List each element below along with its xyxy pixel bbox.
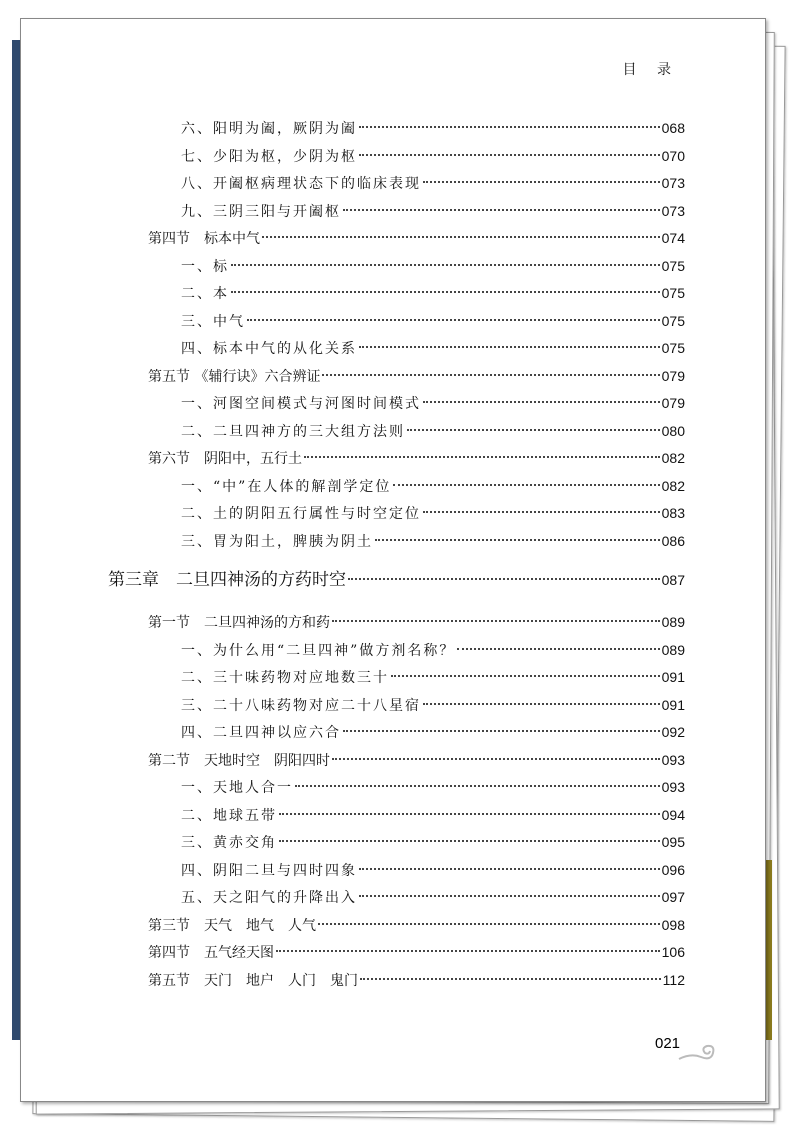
toc-entry-title: 第一节 二旦四神汤的方和药 [148, 615, 330, 631]
dot-leader [423, 401, 660, 403]
dot-leader [407, 429, 660, 431]
dot-leader [359, 154, 660, 156]
dot-leader [375, 539, 660, 541]
toc-entry-page: 094 [661, 806, 685, 823]
toc-entry-page: 112 [662, 971, 685, 988]
running-header: 目 录 [622, 62, 679, 78]
toc-entry-page: 093 [661, 751, 685, 768]
toc-entry-title: 一、“中”在人体的解剖学定位 [181, 478, 392, 495]
toc-entry-title: 第三节 天气 地气 人气 [148, 917, 316, 934]
toc-entry-page: 083 [661, 505, 685, 521]
toc-entry-item[interactable] [21, 198, 685, 226]
dot-leader [332, 758, 660, 760]
toc-entry-item[interactable] [21, 335, 685, 363]
toc-entry-page: 092 [661, 724, 685, 740]
toc-entry-section[interactable] [21, 967, 685, 995]
dot-leader [343, 209, 660, 211]
toc-entry-item[interactable] [21, 418, 685, 446]
toc-entry-item[interactable] [21, 637, 685, 665]
toc-entry-page: 089 [661, 614, 685, 630]
dot-leader [359, 895, 660, 897]
toc-entry-page: 068 [661, 120, 685, 136]
toc-entry-page: 089 [661, 641, 685, 658]
toc-entry-page: 075 [661, 257, 685, 274]
dot-leader [423, 703, 660, 705]
toc-entry-title: 三、二十八味药物对应二十八星宿 [181, 697, 421, 714]
dot-leader [231, 264, 660, 266]
toc-entry-item[interactable] [21, 473, 685, 501]
toc-entry-item[interactable] [21, 692, 685, 720]
toc-entry-item[interactable] [21, 664, 685, 692]
toc-entry-title: 八、开阖枢病理状态下的临床表现 [181, 176, 421, 192]
table-of-contents [21, 115, 685, 994]
dot-leader [393, 484, 659, 486]
dot-leader [343, 730, 660, 732]
toc-entry-title: 一、为什么用“二旦四神”做方剂名称？ [181, 642, 456, 659]
toc-entry-page: 098 [661, 916, 685, 933]
toc-entry-item[interactable] [21, 170, 685, 198]
dot-leader [247, 319, 660, 321]
dot-leader [231, 291, 660, 293]
dot-leader [423, 511, 660, 513]
toc-entry-page: 075 [661, 285, 685, 301]
toc-entry-page: 106 [661, 944, 685, 960]
toc-page [20, 18, 766, 1102]
toc-entry-item[interactable] [21, 884, 685, 912]
toc-entry-page: 096 [661, 861, 685, 878]
toc-entry-section[interactable] [21, 445, 685, 473]
dot-leader [360, 978, 661, 980]
toc-entry-page: 091 [661, 669, 685, 685]
dot-leader [279, 840, 660, 842]
toc-entry-title: 一、天地人合一 [181, 780, 293, 796]
page-number: 021 [655, 1035, 681, 1052]
toc-entry-item[interactable] [21, 308, 685, 336]
toc-entry-page: 073 [661, 175, 685, 191]
toc-entry-title: 第六节 阴阳中，五行土 [148, 451, 302, 467]
toc-entry-title: 三、胃为阳土，脾胰为阴土 [181, 533, 373, 550]
toc-entry-page: 082 [661, 477, 685, 494]
toc-entry-title: 一、河图空间模式与河图时间模式 [181, 396, 421, 412]
toc-entry-page: 074 [661, 230, 685, 246]
toc-entry-item[interactable] [21, 143, 685, 171]
toc-entry-title: 四、标本中气的从化关系 [181, 341, 357, 357]
dot-leader [332, 620, 660, 622]
toc-entry-page: 080 [661, 422, 685, 439]
toc-entry-title: 四、阴阳二旦与四时四象 [181, 862, 357, 879]
cloud-ornament-icon [677, 1041, 721, 1063]
toc-entry-item[interactable] [21, 390, 685, 418]
toc-entry-item[interactable] [21, 829, 685, 857]
toc-entry-item[interactable] [21, 774, 685, 802]
toc-entry-item[interactable] [21, 802, 685, 830]
toc-entry-item[interactable] [21, 528, 685, 556]
dot-leader [359, 126, 660, 128]
toc-entry-title: 二、三十味药物对应地数三十 [181, 670, 389, 686]
toc-entry-title: 二、二旦四神方的三大组方法则 [181, 423, 405, 440]
toc-entry-page: 070 [661, 147, 685, 164]
toc-entry-page: 087 [661, 572, 685, 588]
dot-leader [279, 813, 660, 815]
dot-leader [295, 785, 660, 787]
toc-entry-title: 四、二旦四神以应六合 [181, 725, 341, 741]
toc-entry-page: 082 [661, 450, 685, 466]
dot-leader [423, 181, 660, 183]
toc-entry-title: 一、标 [181, 258, 229, 275]
toc-entry-page: 093 [661, 779, 685, 795]
toc-entry-title: 五、天之阳气的升降出入 [181, 890, 357, 906]
toc-entry-title: 第二节 天地时空 阴阳四时 [148, 752, 330, 769]
toc-entry-title: 六、阳明为阖，厥阴为阖 [181, 121, 357, 137]
toc-entry-item[interactable] [21, 280, 685, 308]
toc-entry-page: 091 [661, 696, 685, 713]
toc-entry-title: 七、少阳为枢，少阴为枢 [181, 148, 357, 165]
toc-entry-section[interactable] [21, 363, 685, 391]
toc-entry-title: 第五节 天门 地户 人门 鬼门 [148, 972, 358, 989]
toc-entry-title: 二、地球五带 [181, 807, 277, 824]
toc-entry-item[interactable] [21, 115, 685, 143]
toc-entry-item[interactable] [21, 253, 685, 281]
toc-entry-page: 079 [661, 367, 685, 384]
toc-entry-item[interactable] [21, 719, 685, 747]
dot-leader [359, 346, 660, 348]
toc-entry-title: 九、三阴三阳与开阖枢 [181, 203, 341, 220]
toc-entry-title: 第四节 标本中气 [148, 231, 260, 247]
toc-entry-item[interactable] [21, 500, 685, 528]
dot-leader [391, 675, 660, 677]
dot-leader [276, 950, 660, 952]
dot-leader [348, 578, 660, 580]
toc-entry-title: 第五节 《辅行诀》六合辨证 [148, 368, 321, 385]
toc-entry-page: 086 [661, 532, 685, 549]
dot-leader [318, 923, 660, 925]
toc-entry-section[interactable] [21, 225, 685, 253]
toc-entry-chapter[interactable] [21, 565, 685, 595]
toc-entry-title: 第四节 五气经天图 [148, 945, 274, 961]
toc-entry-section[interactable] [21, 747, 685, 775]
toc-entry-page: 097 [661, 889, 685, 905]
toc-entry-page: 079 [661, 395, 685, 411]
toc-entry-title: 二、本 [181, 286, 229, 302]
dot-leader [304, 456, 660, 458]
dot-leader [262, 236, 660, 238]
toc-entry-section[interactable] [21, 939, 685, 967]
dot-leader [322, 374, 659, 376]
toc-entry-page: 095 [661, 834, 685, 850]
toc-entry-page: 075 [661, 340, 685, 356]
toc-entry-page: 075 [661, 312, 685, 329]
toc-entry-item[interactable] [21, 857, 685, 885]
toc-entry-title: 三、中气 [181, 313, 245, 330]
toc-entry-title: 第三章 二旦四神汤的方药时空 [108, 570, 346, 590]
dot-leader [457, 648, 659, 650]
toc-entry-title: 三、黄赤交角 [181, 835, 277, 851]
toc-entry-section[interactable] [21, 609, 685, 637]
toc-entry-page: 073 [661, 202, 685, 219]
toc-entry-section[interactable] [21, 912, 685, 940]
dot-leader [359, 868, 660, 870]
toc-entry-title: 二、土的阴阳五行属性与时空定位 [181, 506, 421, 522]
